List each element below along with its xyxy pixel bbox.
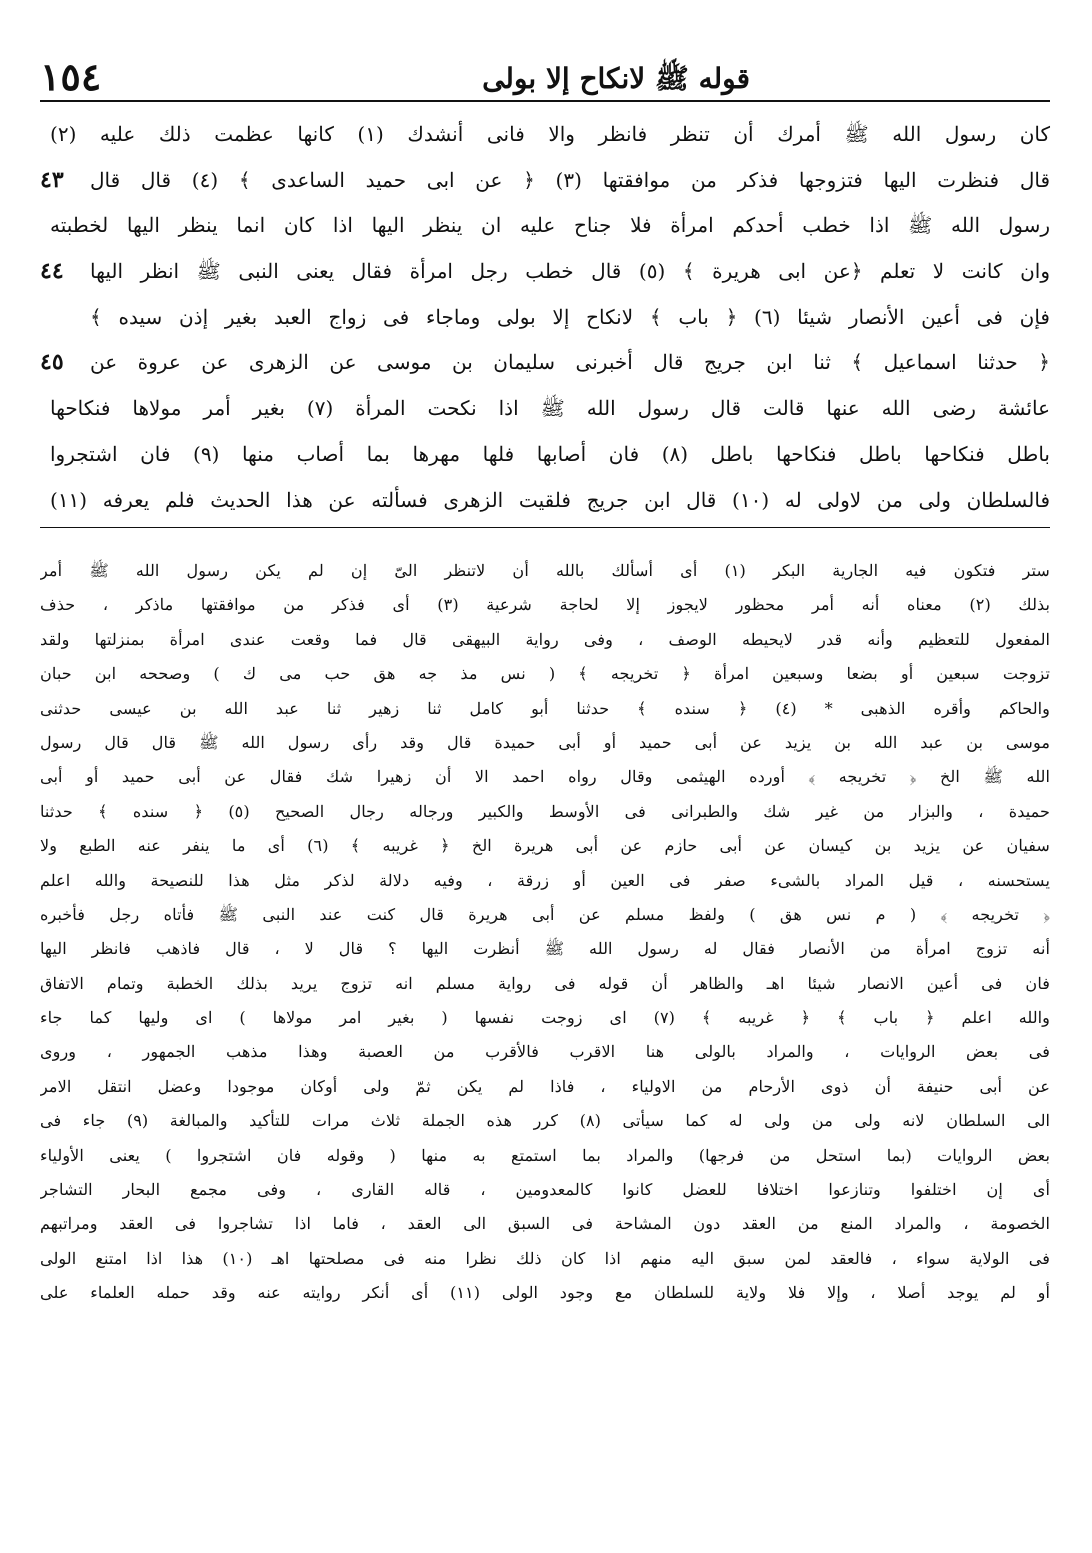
commentary-line: حميدة ، والبزار من غير شك والطبرانى فى الأوسط والكبير ورجاله رجال الصحيح (٥) ﴿ سنده ﴾ حدثنا [40, 801, 1050, 821]
running-title: قوله ﷺ لانكاح إلا بولى [482, 62, 750, 96]
commentary-line: موسى بن عبد الله بن يزيد عن أبى حميد أو أبى حميدة قال وقد رأى رسول الله ﷺ قال قال رسول [40, 732, 1050, 752]
main-line [40, 340, 1050, 386]
commentary-line: الخصومة ، والمراد المنع من العقد دون المشاحة فى السبق الى العقد ، فاما اذا تشاجروا فى العقد ومراتبهم [40, 1214, 1050, 1234]
commentary-line: فان فى أعين الانصار شيئا اهـ والظاهر أن قوله فى رواية مسلم انه تزوج يريد بذلك الخطبة وتمام الاتفاق [40, 973, 1050, 993]
commentary-line: ستر فتكون فيه الجارية البكر (١) أى أسألك بالله أن لاتنظر الىّ إن لم يكن رسول الله ﷺ أمر [40, 561, 1050, 580]
commentary-line: تزوجت سبعين أو بضعا وسبعين امرأة ﴿ تخريجه ﴾ ( نس مذ جه هق حب مى ك ) وصححه ابن حبان [40, 664, 1050, 684]
commentary-line: المفعول للتعظيم وأنه قدر لايحيطه الوصف ، وفى رواية البيهقى قال فما وقعت عندى امرأة بمنزلتها ولقد [40, 629, 1050, 649]
commentary-line: فى بعض الروايات ، والمراد بالولى هنا الاقرب فالأقرب من العصبة وهذا مذهب الجمهور ، وروى [40, 1042, 1050, 1062]
footnote-rule [40, 527, 1050, 528]
commentary-line: والله اعلم ﴿ باب ﴾ ﴿ غريبه ﴾ (٧) اى زوجت نفسها ( بغير امر مولاها ) اى وليها كما جاء [40, 1008, 1050, 1028]
main-line-text: باطل فنكاحها باطل فنكاحها باطل (٨) فان أصابها فلها مهرها بما أصاب منها (٩) فان اشتجروا [50, 441, 1051, 466]
main-line [40, 432, 1050, 478]
page-header [40, 50, 1050, 99]
commentary-line: الله ﷺ الخ ﴿ تخريجه ﴾ أورده الهيثمى وقال رواه احمد الا أن زهيرا شك فقال عن أبى حميد أو أبى [40, 767, 1050, 787]
main-line [40, 158, 1050, 204]
main-line [40, 295, 1050, 341]
hadith-number: ٤٣ [40, 166, 64, 193]
header-rule [40, 100, 1050, 102]
main-line [40, 386, 1050, 432]
commentary-line: عن أبى حنيفة أن ذوى الأرحام من الاولياء ، فاذا لم يكن ثمّ ولى أوكان موجودا وعضل انتقل الامر [40, 1076, 1050, 1096]
commentary-line: الى السلطان لانه ولى من ولى له كما سيأتى (٨) كرر هذه الجملة ثلاث مرات للتأكيد والمبالغة (٩) جاء فى [40, 1111, 1050, 1131]
commentary-line: سفيان عن يزيد بن كيسان عن أبى حازم عن أبى هريرة الخ ﴿ غريبه ﴾ (٦) أى ما ينفر عنه الطبع ولا [40, 836, 1050, 856]
commentary-line: بذلك (٢) معناه أنه أمر محظور لايجوز إلا لحاجة شرعية (٣) أى فذكر من موافقتها ماذكر ، حذف [40, 595, 1050, 615]
commentary-line: أى إن اختلفوا وتنازعوا اختلافا للعضل كانوا كالمعدومين ، قاله القارى ، وفى مجمع البحار التشاجر [40, 1180, 1050, 1200]
commentary-line: والحاكم وأقره الذهبى * (٤) ﴿ سنده ﴾ حدثنا أبو كامل ثنا زهير ثنا عبد الله بن عيسى حدثنى [40, 698, 1050, 718]
commentary-line: يستحسنه ، قيل المراد بالشىء صفر فى العين أو زرقة ، وفيه دلالة لذكر مثل هذا للنصيحة والله اعلم [40, 870, 1050, 890]
page-number: ١٥٤ [40, 54, 102, 99]
main-line-text: فالسلطان ولى من لاولى له (١٠) قال ابن جريج فلقيت الزهرى فسألته عن هذا الحديث فلم يعرفه (١١) [50, 487, 1051, 512]
commentary-line: فى الولاية سواء ، فالعقد لمن سبق اليه منهم اذا كان ذلك نظرا منه فى مصلحتها اهـ (١٠) هذا اذا امتنع الولى [40, 1248, 1050, 1268]
hadith-number: ٤٤ [40, 258, 64, 285]
main-line [40, 112, 1050, 158]
main-line [40, 203, 1050, 249]
main-line-text: كان رسول الله ﷺ أمرك أن تنظر فانظر والا فانى أنشدك (١) كانها عظمت ذلك عليه (٢) [50, 122, 1050, 146]
main-line-text: رسول الله ﷺ اذا خطب أحدكم امرأة فلا جناح عليه ان ينظر اليها اذا كان انما ينظر اليها لخطبته [50, 213, 1050, 238]
commentary [40, 554, 1050, 1311]
hadith-number: ٤٥ [40, 349, 64, 376]
main-line-text: وان كانت لا تعلم ﴿عن ابى هريرة ﴾ (٥) قال خطب رجل امرأة فقال يعنى النبى ﷺ انظر اليها [90, 259, 1050, 284]
main-line-text: عائشة رضى الله عنها قالت قال رسول الله ﷺ اذا نكحت المرأة (٧) بغير أمر مولاها فنكاحها [50, 396, 1050, 421]
main-line [40, 478, 1050, 524]
main-line-text: فإن فى أعين الأنصار شيئا (٦) ﴿ باب ﴾ لانكاح إلا بولى وماجاء فى زواج العبد بغير إذن سيده ﴾ [90, 304, 1050, 329]
commentary-line: أنه تزوج امرأة من الأنصار فقال له رسول الله ﷺ أنظرت اليها ؟ قال لا ، قال فاذهب فانظر اليها [40, 939, 1050, 959]
commentary-line: بعض الروايات (بما استحل من فرجها) والمراد بما استمتع به منها ( وقوله فان اشتجروا ) يعنى الأولياء [40, 1145, 1050, 1165]
main-line-text: قال فنظرت اليها فتزوجها فذكر من موافقتها (٣) ﴿ عن ابى حميد الساعدى ﴾ (٤) قال قال [90, 167, 1050, 192]
main-line-text: ﴿ حدثنا اسماعيل ﴾ ثنا ابن جريج قال أخبرنى سليمان بن موسى عن الزهرى عن عروة عن [90, 350, 1050, 375]
main-text [40, 112, 1050, 523]
commentary-line: ﴿ تخريجه ﴾ ( م نس هق ) ولفظ مسلم عن أبى هريرة قال كنت عند النبى ﷺ فأتاه رجل فأخبره [40, 904, 1050, 924]
main-line [40, 249, 1050, 295]
commentary-line: أو لم يوجد أصلا ، وإلا فلا ولاية للسلطان مع وجود الولى (١١) أى أنكر روايته عنه وقد حمله العلماء على [40, 1283, 1050, 1303]
